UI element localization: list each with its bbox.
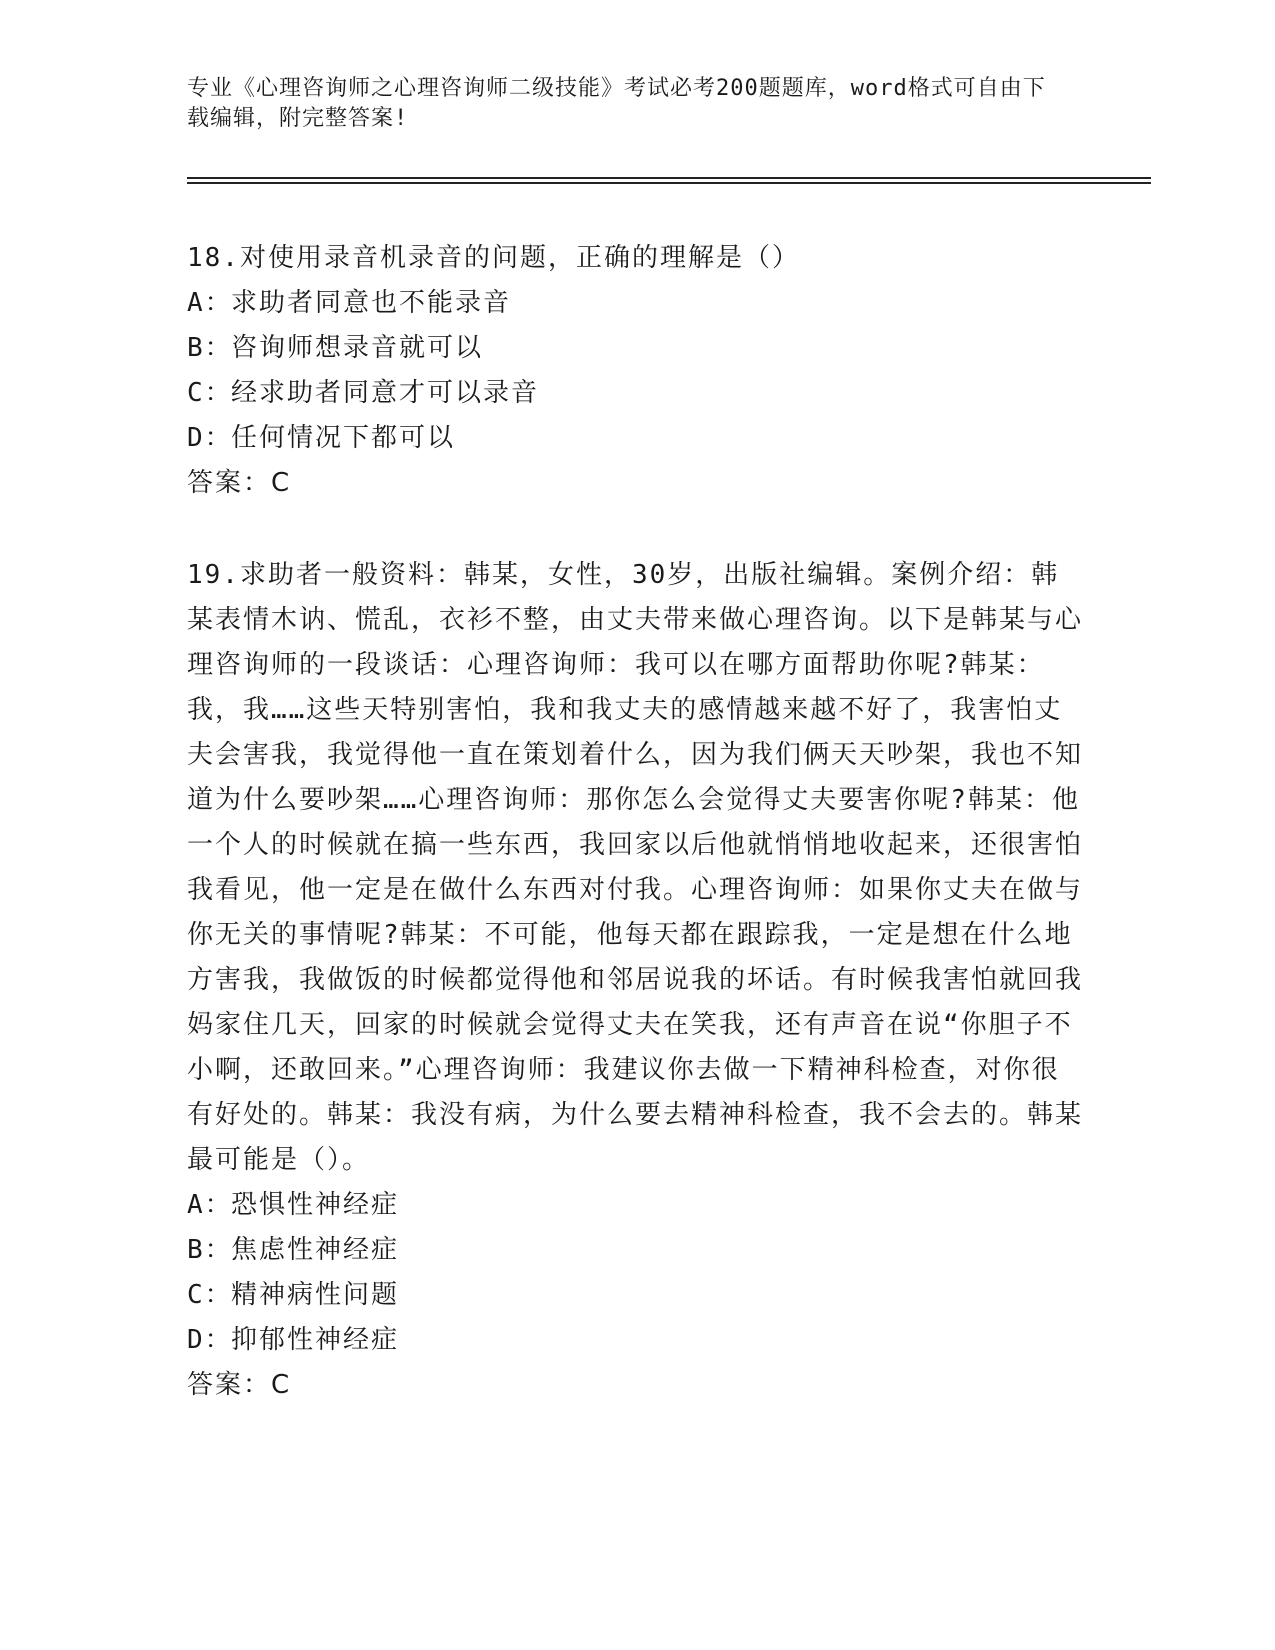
option-key: D： [187,423,233,453]
option-key: B： [187,1235,233,1265]
option-text: 求助者同意也不能录音 [231,288,512,318]
option-text: 焦虑性神经症 [231,1235,400,1265]
header-divider-top [187,177,1151,179]
option-c [187,1273,1087,1318]
option-text: 抑郁性神经症 [231,1325,400,1355]
question-stem: 18.对使用录音机录音的问题，正确的理解是（） [187,243,800,273]
option-text: 恐惧性神经症 [231,1190,400,1220]
document-header: 专业《心理咨询师之心理咨询师二级技能》考试必考200题题库，word格式可自由下载编辑，附完整答案! [187,76,1046,131]
header-divider-bottom [187,182,1151,184]
option-text: 经求助者同意才可以录音 [231,378,540,408]
question-stem: 19.求助者一般资料：韩某，女性，30岁，出版社编辑。案例介绍：韩某表情木讷、慌乱，衣衫不整，由丈夫带来做心理咨询。以下是韩某与心理咨询师的一段谈话：心理咨询师：我可以在哪方面帮助你呢?韩某：我，我……这些天特别害怕，我和我丈夫的感情越来越不好了，我害怕丈夫会害我，我觉得他一直在策划着什么，因为我们俩天天吵架，我也不知道为什么要吵架……心理咨询师：那你怎么会觉得丈夫要害你呢?韩某：他一个人的时候就在搞一些东西，我回家以后他就悄悄地收起来，还很害怕我看见，他一定是在做什么东西对付我。心理咨询师：如果你丈夫在做与你无关的事情呢?韩某：不可能，他每天都在跟踪我，一定是想在什么地方害我，我做饭的时候都觉得他和邻居说我的坏话。有时候我害怕就回我妈家住几天，回家的时候就会觉得丈夫在笑我，还有声音在说“你胆子不小啊，还敢回来。”心理咨询师：我建议你去做一下精神科检查，对你很有好处的。韩某：我没有病，为什么要去精神科检查，我不会去的。韩某最可能是（）。 [187,560,1084,1175]
option-text: 精神病性问题 [231,1280,400,1310]
question-18 [187,236,1087,506]
question-19 [187,553,1087,1408]
option-b [187,1228,1087,1273]
option-c [187,371,1087,416]
option-text: 任何情况下都可以 [231,423,456,453]
option-key: A： [187,288,233,318]
option-a [187,281,1087,326]
option-text: 咨询师想录音就可以 [231,333,484,363]
option-key: C： [187,378,233,408]
option-key: D： [187,1325,233,1355]
answer-line: 答案：C [187,468,292,498]
option-key: A： [187,1190,233,1220]
option-key: C： [187,1280,233,1310]
option-b [187,326,1087,371]
option-a [187,1183,1087,1228]
answer-line: 答案：C [187,1370,292,1400]
option-d [187,1318,1087,1363]
option-key: B： [187,333,233,363]
option-d [187,416,1087,461]
